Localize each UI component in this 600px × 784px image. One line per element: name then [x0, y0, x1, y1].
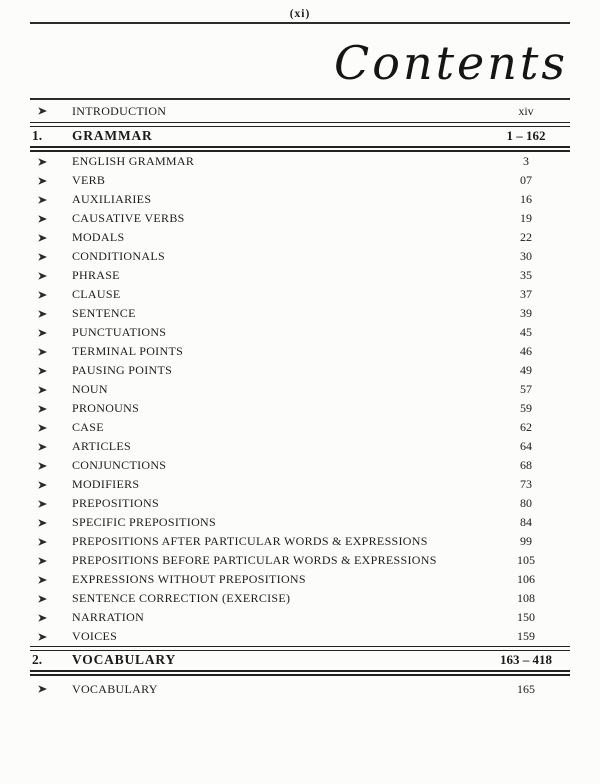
entry-label: SENTENCE — [72, 306, 136, 321]
arrow-bullet-icon — [30, 214, 72, 224]
toc-entry-row — [30, 494, 570, 513]
arrow-bullet-icon — [30, 290, 72, 300]
entry-label: PREPOSITIONS — [72, 496, 159, 511]
toc-entry-row — [30, 190, 570, 209]
entry-label: INTRODUCTION — [72, 103, 167, 118]
arrow-bullet-icon — [30, 347, 72, 357]
entry-page: 64 — [520, 439, 532, 454]
arrow-bullet-icon — [30, 176, 72, 186]
arrow-bullet-icon — [30, 556, 72, 566]
toc-section-row — [30, 651, 570, 670]
arrow-bullet-icon — [30, 385, 72, 395]
toc-entry-row — [30, 418, 570, 437]
entry-page: 159 — [517, 629, 535, 644]
entry-label: PUNCTUATIONS — [72, 325, 167, 340]
entry-label: ARTICLES — [72, 439, 132, 454]
section-number: 1. — [32, 128, 43, 144]
arrow-bullet-icon — [30, 106, 72, 116]
section-divider-rule — [30, 146, 570, 153]
toc-entry-row — [30, 513, 570, 532]
toc-intro-row — [30, 100, 570, 122]
toc-entry-row — [30, 228, 570, 247]
toc-entry-row — [30, 627, 570, 646]
arrow-bullet-icon — [30, 233, 72, 243]
entry-label: SPECIFIC PREPOSITIONS — [72, 515, 217, 530]
arrow-bullet-icon — [30, 480, 72, 490]
entry-page: 07 — [520, 173, 532, 188]
arrow-bullet-icon — [30, 404, 72, 414]
entry-page: 57 — [520, 382, 532, 397]
toc-entry-row — [30, 551, 570, 570]
entry-label: PREPOSITIONS AFTER PARTICULAR WORDS & EXPRESSIONS — [72, 534, 428, 549]
entry-label: NOUN — [72, 382, 108, 397]
page-title: Contents — [334, 36, 568, 90]
entry-page: 3 — [523, 154, 529, 169]
entry-page: 165 — [517, 681, 535, 696]
entry-label: CASE — [72, 420, 104, 435]
entry-page: 35 — [520, 268, 532, 283]
entry-label: VOCABULARY — [72, 681, 158, 696]
toc-section-row — [30, 127, 570, 146]
entry-page: 106 — [517, 572, 535, 587]
toc-entry-row — [30, 342, 570, 361]
toc-entry-row — [30, 380, 570, 399]
entry-label: EXPRESSIONS WITHOUT PREPOSITIONS — [72, 572, 306, 587]
entry-label: ENGLISH GRAMMAR — [72, 154, 195, 169]
arrow-bullet-icon — [30, 461, 72, 471]
entry-label: AUXILIARIES — [72, 192, 152, 207]
toc-entry-row — [30, 437, 570, 456]
section-title: GRAMMAR — [72, 128, 153, 144]
entry-label: VERB — [72, 173, 106, 188]
arrow-bullet-icon — [30, 594, 72, 604]
entry-page: 62 — [520, 420, 532, 435]
toc-entry-row — [30, 475, 570, 494]
toc-entry-row — [30, 247, 570, 266]
entry-label: PRONOUNS — [72, 401, 140, 416]
arrow-bullet-icon — [30, 252, 72, 262]
entry-page: 19 — [520, 211, 532, 226]
arrow-bullet-icon — [30, 518, 72, 528]
entry-page: 16 — [520, 192, 532, 207]
entry-page: 49 — [520, 363, 532, 378]
arrow-bullet-icon — [30, 442, 72, 452]
toc-entry-row — [30, 361, 570, 380]
section-number: 2. — [32, 652, 43, 668]
entry-label: MODALS — [72, 230, 125, 245]
toc-entry-row — [30, 608, 570, 627]
arrow-bullet-icon — [30, 613, 72, 623]
arrow-bullet-icon — [30, 537, 72, 547]
arrow-bullet-icon — [30, 366, 72, 376]
arrow-bullet-icon — [30, 328, 72, 338]
arrow-bullet-icon — [30, 157, 72, 167]
entry-label: TERMINAL POINTS — [72, 344, 184, 359]
entry-page: 45 — [520, 325, 532, 340]
entry-page: 30 — [520, 249, 532, 264]
entry-label: PHRASE — [72, 268, 120, 283]
toc-entry-row — [30, 456, 570, 475]
entry-label: NARRATION — [72, 610, 145, 625]
section-page-range: 1 – 162 — [506, 128, 546, 144]
toc-sections — [30, 122, 570, 702]
entry-page: xiv — [518, 103, 534, 118]
toc-entry-row — [30, 399, 570, 418]
arrow-bullet-icon — [30, 271, 72, 281]
toc-entry-row — [30, 266, 570, 285]
entry-page: 59 — [520, 401, 532, 416]
entry-label: SENTENCE CORRECTION (EXERCISE) — [72, 591, 291, 606]
entry-page: 68 — [520, 458, 532, 473]
entry-page: 150 — [517, 610, 535, 625]
entry-label: CONDITIONALS — [72, 249, 165, 264]
entry-page: 39 — [520, 306, 532, 321]
entry-page: 37 — [520, 287, 532, 302]
entry-page: 80 — [520, 496, 532, 511]
toc-entry-row — [30, 209, 570, 228]
entry-label: CAUSATIVE VERBS — [72, 211, 185, 226]
entry-page: 46 — [520, 344, 532, 359]
entry-page: 22 — [520, 230, 532, 245]
entry-label: PREPOSITIONS BEFORE PARTICULAR WORDS & EXPRESSIONS — [72, 553, 437, 568]
toc-entry-row — [30, 171, 570, 190]
page-number-folio: (xi) — [289, 8, 311, 20]
arrow-bullet-icon — [30, 684, 72, 694]
entry-label: CONJUNCTIONS — [72, 458, 167, 473]
entry-label: CLAUSE — [72, 287, 121, 302]
toc-entry-row — [30, 285, 570, 304]
entry-label: PAUSING POINTS — [72, 363, 173, 378]
toc-entry-row — [30, 676, 570, 702]
section-divider-rule — [30, 670, 570, 677]
arrow-bullet-icon — [30, 309, 72, 319]
entry-label: VOICES — [72, 629, 118, 644]
arrow-bullet-icon — [30, 575, 72, 585]
section-title: VOCABULARY — [72, 652, 177, 668]
section-page-range: 163 – 418 — [500, 652, 552, 668]
toc-entry-row — [30, 570, 570, 589]
arrow-bullet-icon — [30, 632, 72, 642]
toc-entry-row — [30, 304, 570, 323]
arrow-bullet-icon — [30, 423, 72, 433]
toc-entry-row — [30, 152, 570, 171]
entry-label: MODIFIERS — [72, 477, 140, 492]
toc-entry-row — [30, 589, 570, 608]
arrow-bullet-icon — [30, 195, 72, 205]
toc-entry-row — [30, 323, 570, 342]
toc-entry-row — [30, 532, 570, 551]
arrow-bullet-icon — [30, 499, 72, 509]
entry-page: 99 — [520, 534, 532, 549]
entry-page: 73 — [520, 477, 532, 492]
entry-page: 84 — [520, 515, 532, 530]
entry-page: 105 — [517, 553, 535, 568]
entry-page: 108 — [517, 591, 535, 606]
